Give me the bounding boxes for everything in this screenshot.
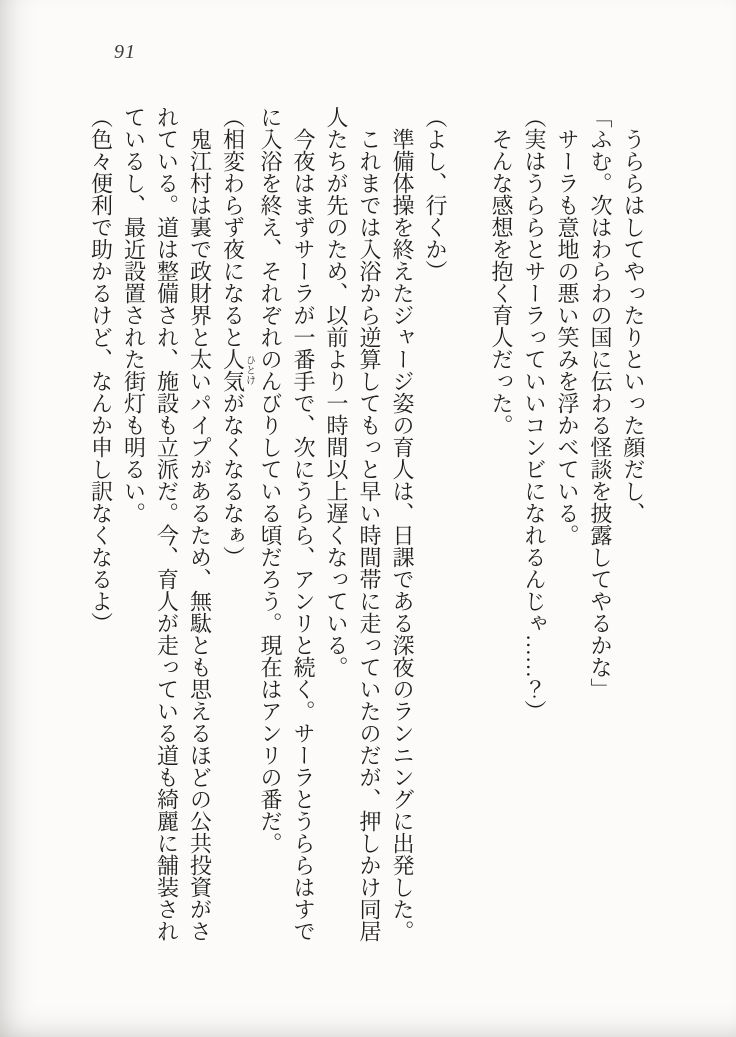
text-line: 鬼江村は裏で政財界と太いパイプがあるため、無駄とも思えるほどの公共投資がさ xyxy=(187,128,213,942)
text-line-thought: （実はうららとサーラっていいコンビになれるんじゃ……？） xyxy=(522,106,547,722)
text-line: 人たちが先のため、以前より一時間以上遅くなっている。 xyxy=(324,106,349,678)
text-line-dialogue: 「ふむ。次はわらわの国に伝わる怪談を披露してやるかな」 xyxy=(588,106,613,700)
text-line: 今夜はまずサーラが一番手で、次にうらら、アンリと続く。サーラとうららはすで xyxy=(291,128,316,942)
text-line: 準備体操を終えたジャージ姿の育人は、日課である深夜のランニングに出発した。 xyxy=(390,128,415,942)
ruby-base: 人気 xyxy=(220,348,246,392)
page-number: 91 xyxy=(114,41,136,63)
text-line: ているし、最近設置された街灯も明るい。 xyxy=(121,106,147,524)
text-line: に入浴を終え、それぞれのんびりしている頃だろう。現在はアンリの番だ。 xyxy=(258,106,283,854)
text-line: れている。道は整備され、施設も立派だ。今、育人が走っている道も綺麗に舗装され xyxy=(154,106,180,942)
text-line: サーラも意地の悪い笑みを浮かべている。 xyxy=(555,128,580,546)
ruby-post-text: がなくなるなぁ） xyxy=(220,392,246,568)
ruby-annotation: ひとけ xyxy=(243,348,255,392)
ruby-pre-text: （相変わらず夜になると xyxy=(220,106,246,348)
text-line: うららはしてやったりといった顔だし、 xyxy=(621,128,646,524)
text-line-thought: （よし、行くか） xyxy=(423,106,448,282)
text-line: これまでは入浴から逆算してもっと早い時間帯に走っていたのだが、押しかけ同居 xyxy=(357,128,382,942)
ruby-hitoke xyxy=(220,348,255,392)
text-line-thought: （色々便利で助かるけど、なんか申し訳なくなるよ） xyxy=(88,106,114,634)
text-line-thought-ruby xyxy=(217,106,255,948)
blank-line xyxy=(452,106,485,948)
text-line: そんな感想を抱く育人だった。 xyxy=(489,128,514,436)
vertical-text-block xyxy=(85,106,651,948)
